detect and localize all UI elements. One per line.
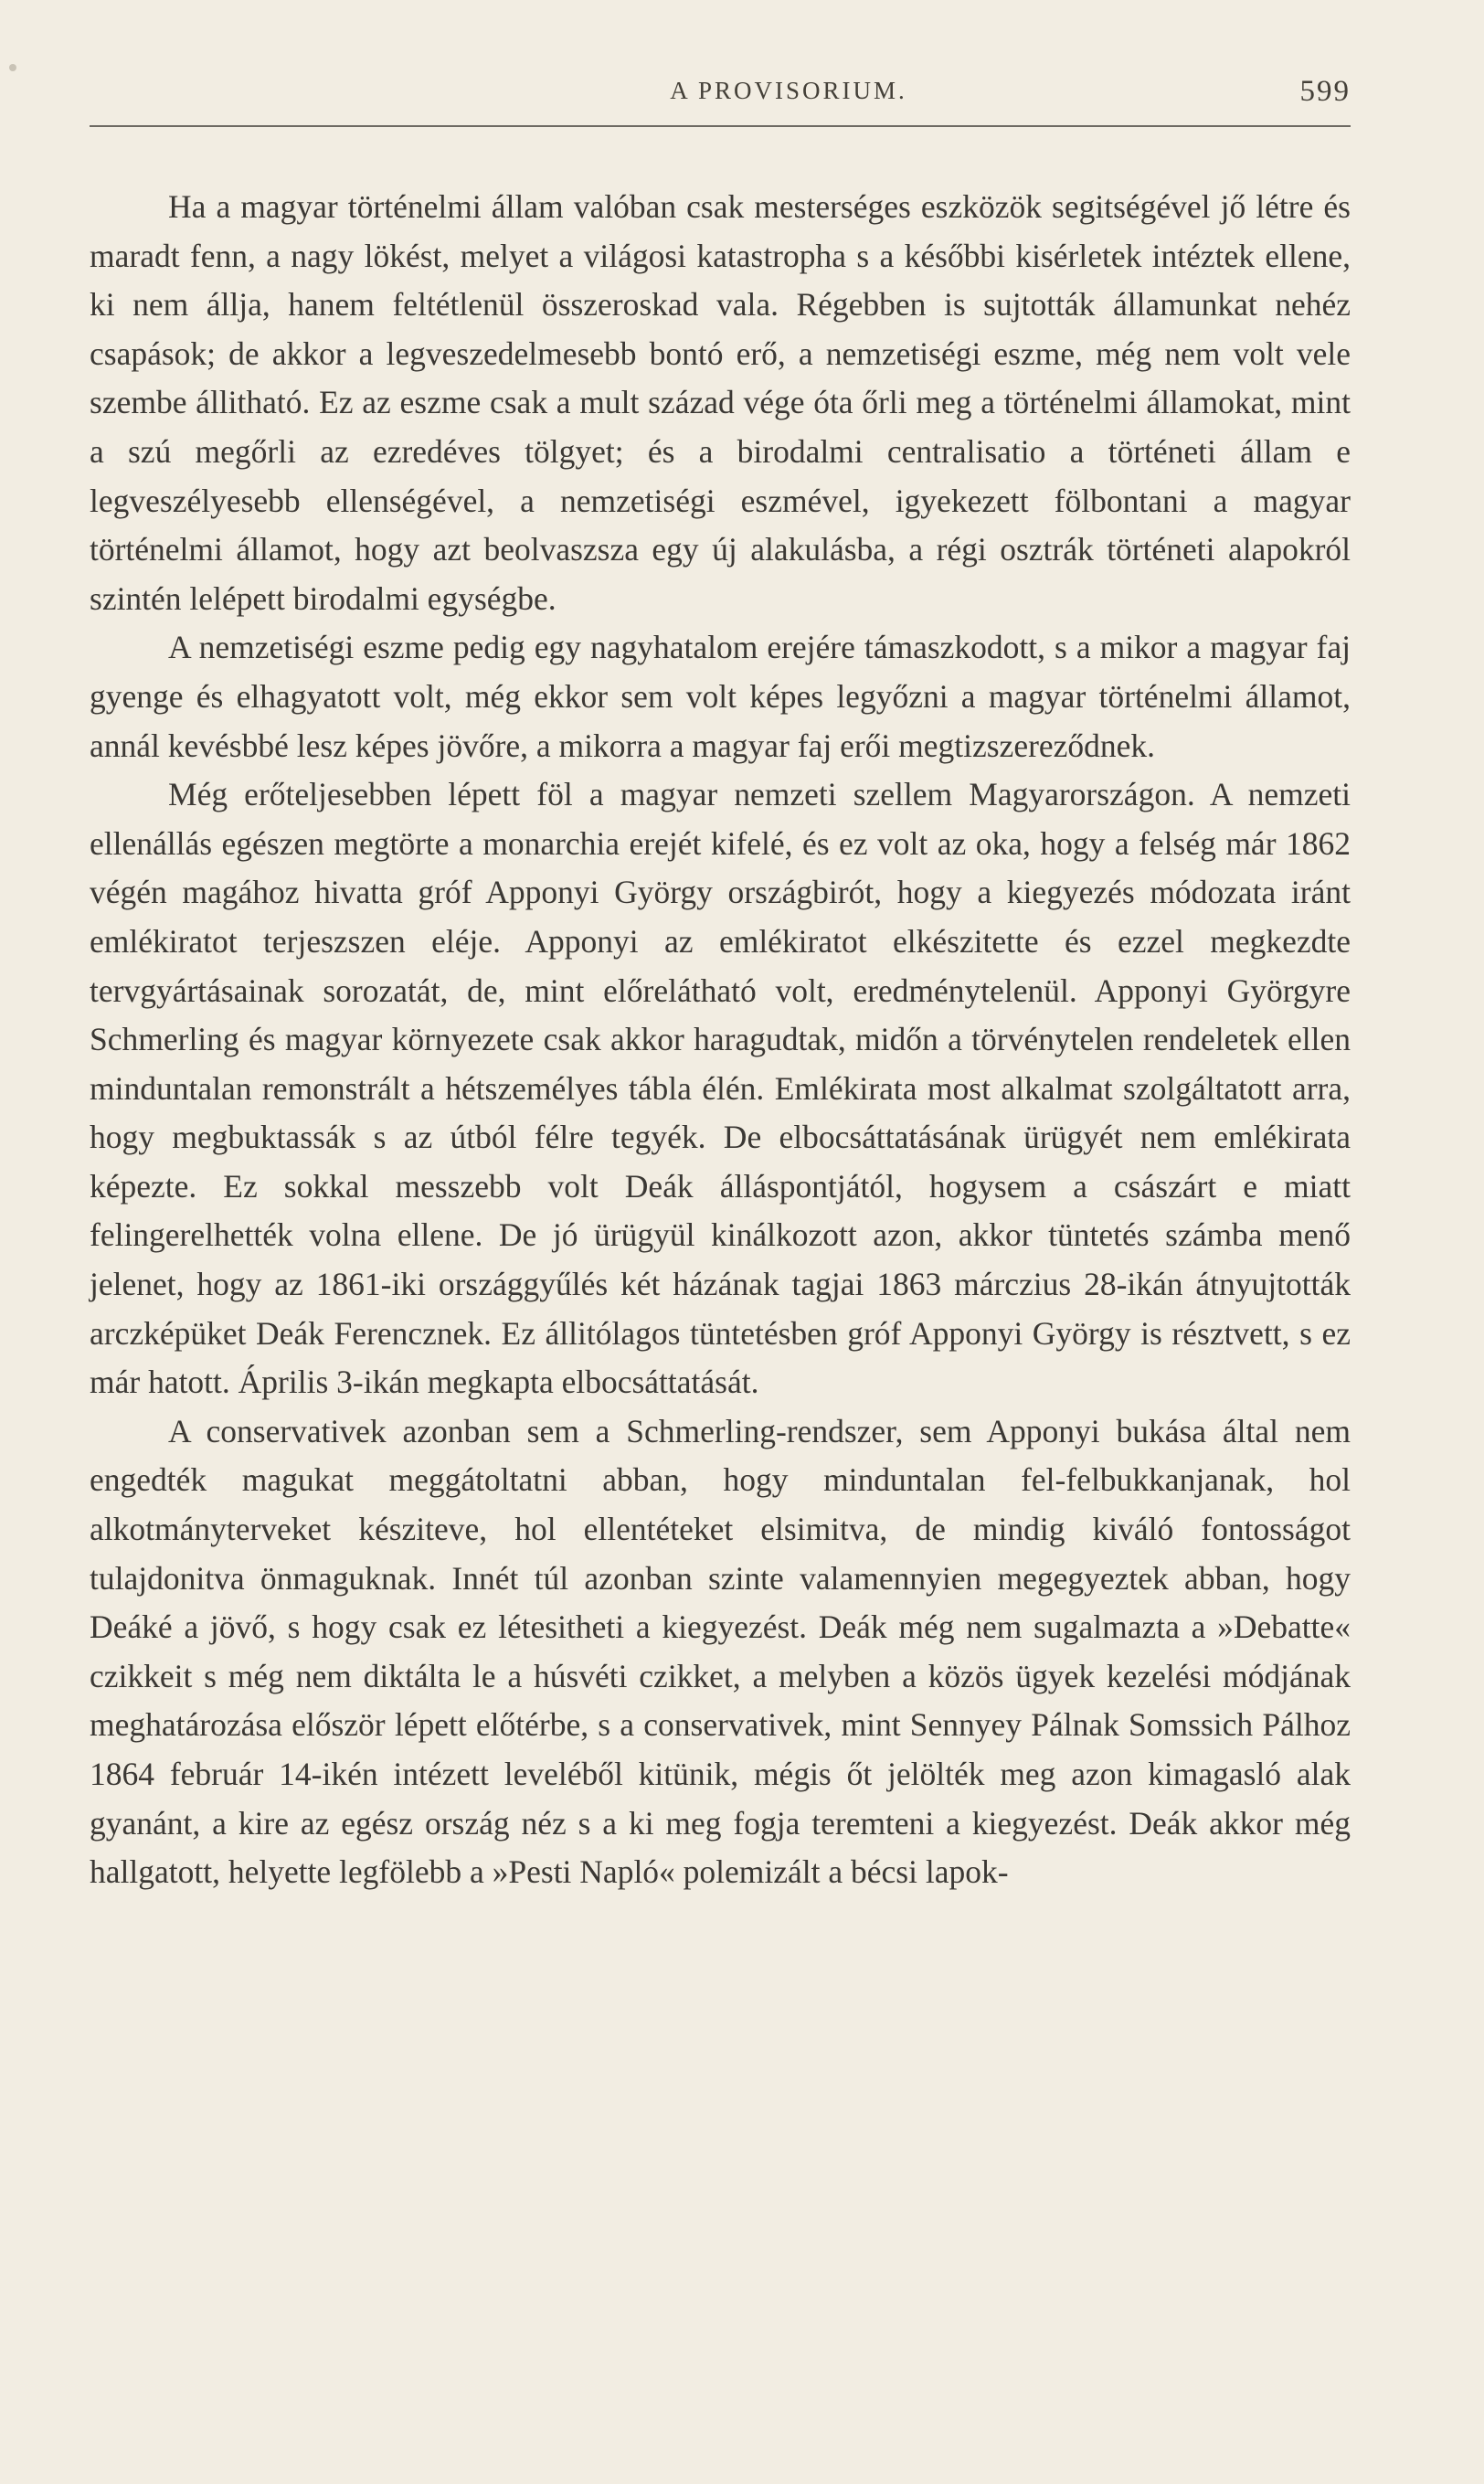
running-header xyxy=(90,77,1351,122)
paragraph-3: Még erőteljesebben lépett föl a magyar nemzeti szellem Magyarországon. A nemzeti ellenállás egészen megtörte a monarchia erejét kifelé, és ez volt az oka, hogy a felség már 1862 végén magához hivatta gróf Apponyi György országbirót, hogy a kiegyezés módozata iránt emlékiratot terjeszszen eléje. Apponyi az emlékiratot elkészitette és ezzel megkezdte tervgyártásainak sorozatát, de, mint előrelátható volt, eredménytelenül. Apponyi Györgyre Schmerling és magyar környezete csak akkor haragudtak, midőn a törvénytelen rendeletek ellen minduntalan remonstrált a hétszemélyes tábla élén. Emlékirata most alkalmat szolgáltatott arra, hogy megbuktassák s az útból félre tegyék. De elbocsáttatásának ürügyét nem emlékirata képezte. Ez sokkal messzebb volt Deák álláspontjától, hogysem a császárt e miatt felingerelhették volna ellene. De jó ürügyül kinálkozott azon, akkor tüntetés számba menő jelenet, hogy az 1861-iki országgyűlés két házának tagjai 1863 márczius 28-ikán átnyujtották arczképüket Deák Ferencznek. Ez állitólagos tüntetésben gróf Apponyi György is résztvett, s ez már hatott. Április 3-ikán megkapta elbocsáttatását. xyxy=(90,776,1351,1401)
paragraph-4: A conservativek azonban sem a Schmerling-rendszer, sem Apponyi bukása által nem engedték magukat meggátoltatni abban, hogy minduntalan fel-felbukkanjanak, hol alkotmányterveket késziteve, hol ellentéteket elsimitva, de mindig kiváló fontosságot tulajdonitva önmaguknak. Innét túl azonban szinte valamennyien megegyeztek abban, hogy Deáké a jövő, s hogy csak ez létesitheti a kiegyezést. Deák még nem sugalmazta a »Debatte« czikkeit s még nem diktálta le a húsvéti czikket, a melyben a közös ügyek kezelési módjának meghatározása először lépett előtérbe, s a conservativek, mint Sennyey Pálnak Somssich Pálhoz 1864 február 14-ikén intézett leveléből kitünik, mégis őt jelölték meg azon kimagasló alak gyanánt, a kire az egész ország néz s a ki meg fogja teremteni a kiegyezést. Deák akkor még hallgatott, helyette legfölebb a »Pesti Napló« polemizált a bécsi lapok- xyxy=(90,1412,1351,1891)
page-number: 599 xyxy=(1299,75,1351,108)
header-rule xyxy=(90,125,1351,127)
paragraph-1: Ha a magyar történelmi állam valóban csak mesterséges eszközök segitségével jő létre és maradt fenn, a nagy lökést, melyet a világosi katastropha s a későbbi kisérletek intéztek ellene, ki nem állja, hanem feltétlenül összeroskad vala. Régebben is sujtották államunkat nehéz csapások; de akkor a legveszedelmesebb bontó erő, a nemzetiségi eszme, még nem volt vele szembe állitható. Ez az eszme csak a mult század vége óta őrli meg a történelmi államokat, mint a szú megőrli az ezredéves tölgyet; és a birodalmi centralisatio a történeti állam e legveszélyesebb ellenségével, a nemzetiségi eszmével, igyekezett fölbontani a magyar történelmi államot, hogy azt beolvaszsza egy új alakulásba, a régi osztrák történeti alapokról szintén lelépett birodalmi egységbe. xyxy=(90,188,1351,617)
paper-speck xyxy=(9,64,16,71)
body-text xyxy=(90,183,1351,1897)
chapter-title: A PROVISORIUM. xyxy=(670,77,907,104)
paragraph-2: A nemzetiségi eszme pedig egy nagyhatalom erejére támaszkodott, s a mikor a magyar faj gyenge és elhagyatott volt, még ekkor sem volt képes legyőzni a magyar történelmi államot, annál kevésbbé lesz képes jövőre, a mikorra a magyar faj erői megtizszereződnek. xyxy=(90,629,1351,764)
